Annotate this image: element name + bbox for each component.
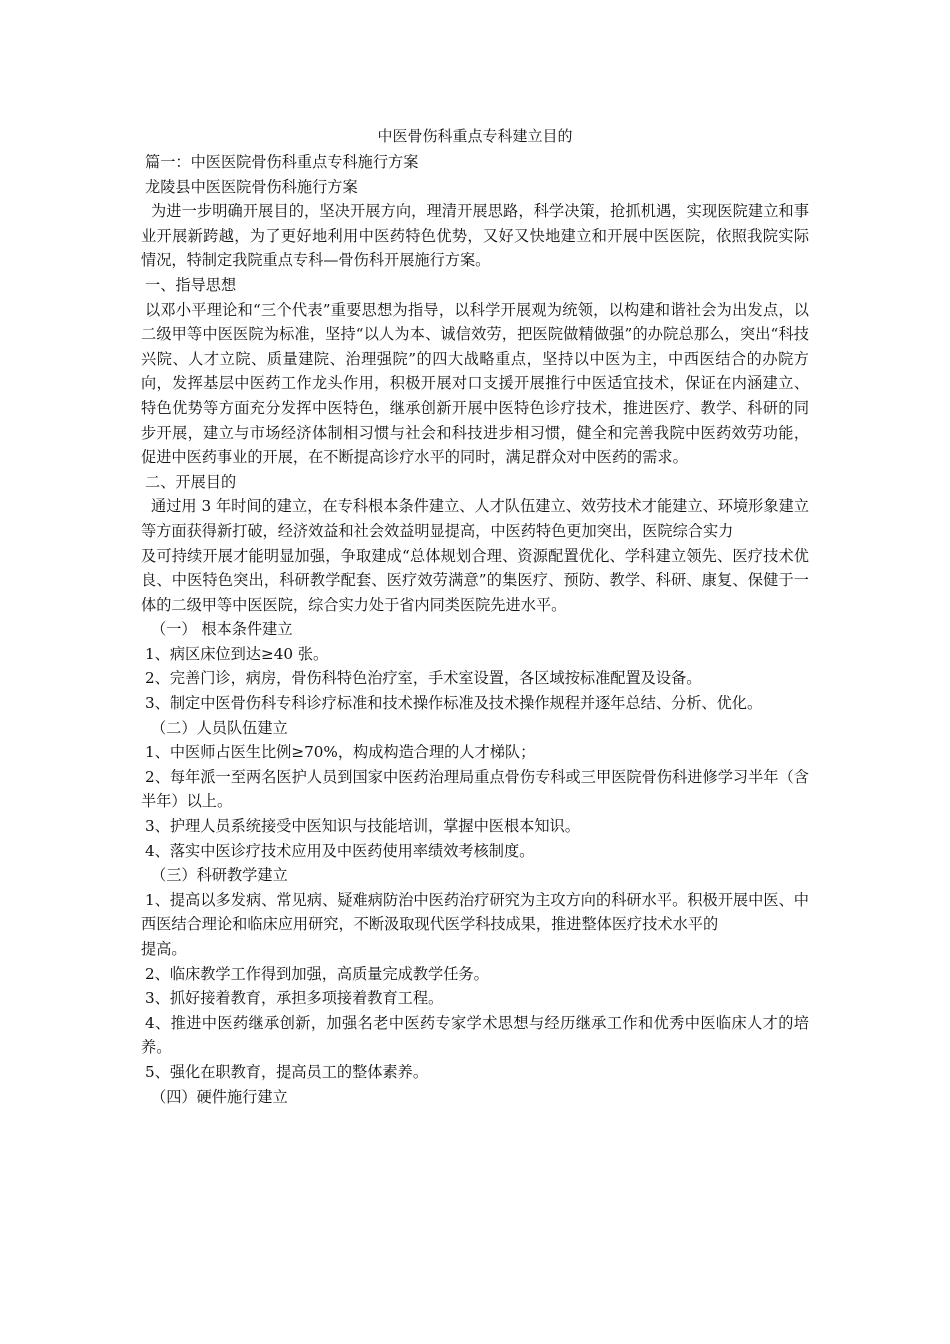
- document-paragraph: 龙陵县中医医院骨伤科施行方案: [145, 177, 358, 196]
- document-title: 中医骨伤科重点专科建立目的: [377, 127, 573, 145]
- document-paragraph: （二）人员队伍建立: [151, 718, 288, 737]
- document-paragraph: 3、护理人员系统接受中医知识与技能培训，掌握中医根本知识。: [145, 817, 580, 836]
- document-paragraph: 通过用 3 年时间的建立，在专科根本条件建立、人才队伍建立、效劳技术才能建立、环境形象建立等方面获得新打破，经济效益和社会效益明显提高，中医药特色更加突出，医院综合实力: [141, 497, 809, 540]
- document-paragraph: 2、临床教学工作得到加强，高质量完成教学任务。: [145, 964, 489, 983]
- document-paragraph: 一、指导思想: [145, 275, 237, 294]
- document-paragraph: 4、落实中医诊疗技术应用及中医药使用率绩效考核制度。: [145, 841, 535, 860]
- document-paragraph: 3、抓好接着教育，承担多项接着教育工程。: [145, 989, 444, 1008]
- document-paragraph: 以邓小平理论和“三个代表”重要思想为指导，以科学开展观为统领，以构建和谐社会为出发点，以二级甲等中医医院为标准，坚持“以人为本、诚信效劳，把医院做精做强”的办院总那么，突出“科技兴院、人才立院、质量建院、治理强院”的四大战略重点，坚持以中医为主，中西医结合的办院方向，发挥基层中医药工作龙头作用，积极开展对口支援开展推行中医适宜技术，保证在内涵建立、特色优势等方面充分发挥中医特色，继承创新开展中医特色诊疗技术，推进医疗、教学、科研的同步开展，建立与市场经济体制相习惯与社会和科技进步相习惯，健全和完善我院中医药效劳功能，促进中医药事业的开展，在不断提高诊疗水平的同时，满足群众对中医药的需求。: [141, 300, 809, 467]
- document-paragraph: 2、每年派一至两名医护人员到国家中医药治理局重点骨伤专科或三甲医院骨伤科进修学习半年（含半年）以上。: [141, 767, 809, 811]
- document-paragraph: 1、病区床位到达≥40 张。: [145, 644, 329, 663]
- document-paragraph: 4、推进中医药继承创新，加强名老中医药专家学术思想与经历继承工作和优秀中医临床人才的培养。: [141, 1013, 809, 1057]
- document-paragraph: 2、完善门诊，病房，骨伤科特色治疗室，手术室设置，各区域按标准配置及设备。: [145, 669, 702, 688]
- document-paragraph: （一） 根本条件建立: [151, 620, 293, 639]
- document-paragraph: 1、中医师占医生比例≥70%，构成构造合理的人才梯队；: [145, 743, 536, 762]
- document-paragraph: （四）硬件施行建立: [151, 1087, 288, 1106]
- document-paragraph: 为进一步明确开展目的，坚决开展方向，理清开展思路，科学决策，抢抓机遇，实现医院建立和事业开展新跨越，为了更好地利用中医药特色优势，又好又快地建立和开展中医医院，依照我院实际情况，特制定我院重点专科—骨伤科开展施行方案。: [141, 202, 809, 270]
- document-paragraph: 5、强化在职教育，提高员工的整体素养。: [145, 1062, 429, 1081]
- document-paragraph: 3、制定中医骨伤科专科诊疗标准和技术操作标准及技术操作规程并逐年总结、分析、优化。: [145, 694, 763, 713]
- document-body: [141, 150, 809, 1109]
- document-paragraph: 篇一：中医医院骨伤科重点专科施行方案: [145, 153, 419, 171]
- document-paragraph: （三）科研教学建立: [151, 866, 288, 885]
- document-paragraph: 提高。: [141, 940, 187, 958]
- document-paragraph: 1、提高以多发病、常见病、疑难病防治中医药治疗研究为主攻方向的科研水平。积极开展中医、中西医结合理论和临床应用研究，不断汲取现代医学科技成果，推进整体医疗技术水平的: [141, 890, 809, 934]
- document-paragraph: 及可持续开展才能明显加强，争取建成“总体规划合理、资源配置优化、学科建立领先、医疗技术优良、中医特色突出，科研教学配套、医疗效劳满意”的集医疗、预防、教学、科研、康复、保健于一体的二级甲等中医医院，综合实力处于省内同类医院先进水平。: [141, 546, 809, 614]
- document-paragraph: 二、开展目的: [145, 472, 237, 491]
